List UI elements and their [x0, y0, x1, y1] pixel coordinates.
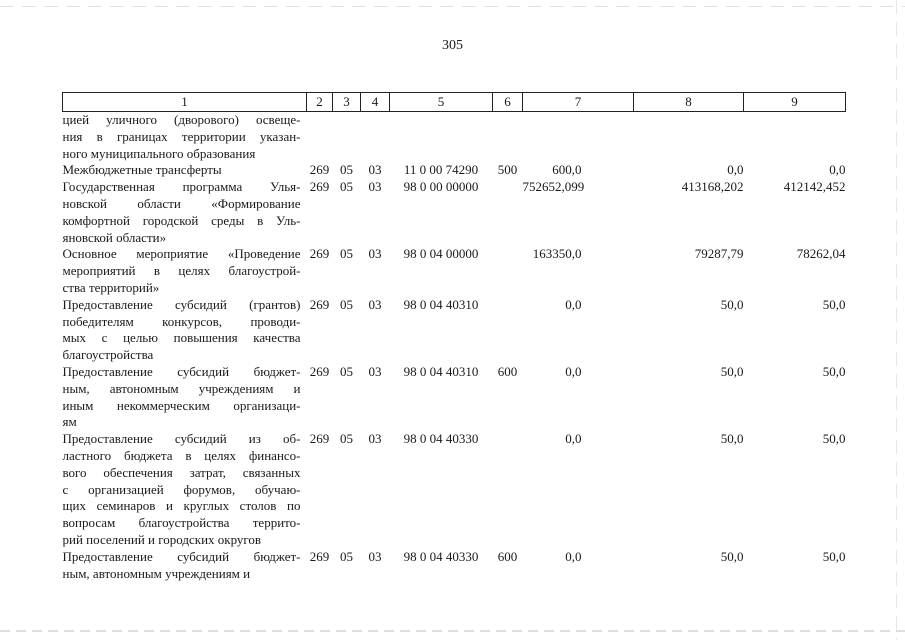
amount-col-9: 50,0: [822, 296, 846, 312]
description-line: ным, автономным учреждениям и: [62, 565, 251, 581]
section-code: 05: [340, 363, 353, 379]
description-line: комфортной городской среды в Уль-: [62, 212, 301, 228]
description-line: благоустройства: [62, 347, 154, 363]
amount-col-9: 412142,452: [783, 179, 846, 195]
description-line: ства территорий»: [62, 279, 160, 295]
column-header-5: 5: [390, 93, 493, 112]
description-line: цией уличного (дворового) освеще-: [62, 112, 301, 127]
target-article-code: 98 0 04 40330: [403, 548, 479, 564]
description-line: Предоставление субсидий (грантов): [62, 296, 301, 312]
section-code: 05: [340, 548, 353, 564]
expense-type-code: [493, 112, 523, 163]
description-line: Предоставление субсидий бюджет-: [62, 363, 301, 379]
amount-col-9: 50,0: [822, 548, 846, 564]
target-article-code: 98 0 04 40310: [403, 363, 479, 379]
amount-col-7: 0,0: [565, 548, 582, 564]
subsection-code: 03: [368, 363, 382, 379]
department-code: 269: [309, 246, 330, 262]
target-article-code: 98 0 04 40310: [403, 296, 479, 312]
section-code: 05: [340, 246, 353, 262]
amount-col-8: 50,0: [720, 548, 744, 564]
description-line: Основное мероприятие «Проведение: [62, 246, 301, 262]
column-header-4: 4: [361, 93, 390, 112]
expense-type-code: 600: [497, 548, 518, 564]
amount-col-9: 50,0: [822, 431, 846, 447]
description-line: с организацией форумов, обучаю-: [62, 481, 301, 497]
row-description: [63, 112, 307, 163]
table-body: [63, 112, 846, 583]
description-line: вого обеспечения затрат, связанных: [62, 464, 301, 480]
expense-type-code: [493, 431, 523, 549]
column-header-8: 8: [634, 93, 744, 112]
section-code: 05: [340, 296, 353, 312]
amount-col-8: [634, 112, 744, 163]
target-article-code: 98 0 04 40330: [403, 431, 479, 447]
scan-edge-right: [896, 0, 897, 640]
column-header-6: 6: [493, 93, 523, 112]
budget-table: [62, 92, 846, 582]
subsection-code: 03: [368, 246, 382, 262]
scan-edge-bottom: [0, 630, 905, 632]
description-line: рий поселений и городских округов: [62, 531, 262, 547]
amount-col-9: [744, 112, 846, 163]
amount-col-8: 0,0: [727, 162, 744, 178]
department-code: [307, 112, 333, 163]
column-header-2: 2: [307, 93, 333, 112]
table-row: [63, 364, 846, 431]
description-line: вопросам благоустройства террито-: [62, 515, 301, 531]
table-row: [63, 112, 846, 163]
section-code: 05: [340, 431, 353, 447]
expense-type-code: 500: [497, 162, 518, 178]
amount-col-7: 0,0: [565, 296, 582, 312]
subsection-code: 03: [368, 548, 382, 564]
section-code: 05: [340, 179, 353, 195]
row-description: [63, 364, 307, 431]
department-code: 269: [309, 363, 330, 379]
amount-col-9: 50,0: [822, 363, 846, 379]
amount-col-7: 0,0: [565, 431, 582, 447]
description-line: ния в границах территории указан-: [62, 128, 301, 144]
column-header-9: 9: [744, 93, 846, 112]
description-line: победителям конкурсов, проводи-: [62, 313, 301, 329]
table-row: [63, 297, 846, 364]
subsection-code: 03: [368, 296, 382, 312]
description-line: ным, автономным учреждениям и: [62, 380, 301, 396]
subsection-code: 03: [368, 162, 382, 178]
department-code: 269: [309, 179, 330, 195]
table-row: [63, 431, 846, 549]
row-description: [63, 297, 307, 364]
subsection-code: 03: [368, 431, 382, 447]
subsection-code: 03: [368, 179, 382, 195]
department-code: 269: [309, 162, 330, 178]
description-line: щих семинаров и круглых столов по: [62, 498, 301, 514]
amount-col-9: 0,0: [829, 162, 846, 178]
description-line: новской области «Формирование: [62, 195, 301, 211]
target-article-code: 98 0 04 00000: [403, 246, 479, 262]
department-code: 269: [309, 548, 330, 564]
row-description: [63, 431, 307, 549]
page-number: 305: [442, 38, 463, 53]
target-article-code: 11 0 00 74290: [403, 162, 479, 178]
description-line: Государственная программа Улья-: [62, 179, 301, 195]
amount-col-8: 79287,79: [694, 246, 744, 262]
expense-type-code: [493, 297, 523, 364]
description-line: ям: [62, 414, 77, 430]
amount-col-8: 50,0: [720, 363, 744, 379]
amount-col-7: 600,0: [552, 162, 582, 178]
expense-type-code: [493, 179, 523, 246]
table-row: [63, 179, 846, 246]
description-line: Предоставление субсидий из об-: [62, 431, 301, 447]
description-line: Межбюджетные трансферты: [62, 162, 222, 178]
amount-col-7: 752652,099: [522, 179, 585, 195]
description-line: мых с целью повышения качества: [62, 330, 301, 346]
amount-col-7: 163350,0: [532, 246, 582, 262]
expense-type-code: [493, 246, 523, 296]
description-line: иным некоммерческим организаци-: [62, 397, 301, 413]
amount-col-9: 78262,04: [796, 246, 846, 262]
amount-col-8: 50,0: [720, 296, 744, 312]
column-header-7: 7: [523, 93, 634, 112]
description-line: ного муниципального образования: [62, 145, 256, 161]
department-code: 269: [309, 296, 330, 312]
department-code: 269: [309, 431, 330, 447]
section-code: 05: [340, 162, 353, 178]
description-line: яновской области»: [62, 229, 167, 245]
table-row: [63, 246, 846, 296]
amount-col-7: 0,0: [565, 363, 582, 379]
description-line: мероприятий в целях благоустрой-: [62, 263, 301, 279]
description-line: ластного бюджета в целях финансо-: [62, 447, 301, 463]
target-article-code: [390, 112, 493, 163]
row-description: [63, 549, 307, 583]
column-header-1: 1: [63, 93, 307, 112]
target-article-code: 98 0 00 00000: [403, 179, 479, 195]
table-row: [63, 162, 846, 179]
scan-edge-top: [0, 6, 905, 7]
expense-type-code: 600: [497, 363, 518, 379]
row-description: [63, 179, 307, 246]
amount-col-7: [523, 112, 634, 163]
subsection-code: [361, 112, 390, 163]
column-header-3: 3: [333, 93, 361, 112]
amount-col-8: 413168,202: [681, 179, 744, 195]
section-code: [333, 112, 361, 163]
column-number-header: [63, 93, 846, 112]
table-row: [63, 549, 846, 583]
description-line: Предоставление субсидий бюджет-: [62, 548, 301, 564]
amount-col-8: 50,0: [720, 431, 744, 447]
row-description: [63, 246, 307, 296]
row-description: [63, 162, 307, 179]
